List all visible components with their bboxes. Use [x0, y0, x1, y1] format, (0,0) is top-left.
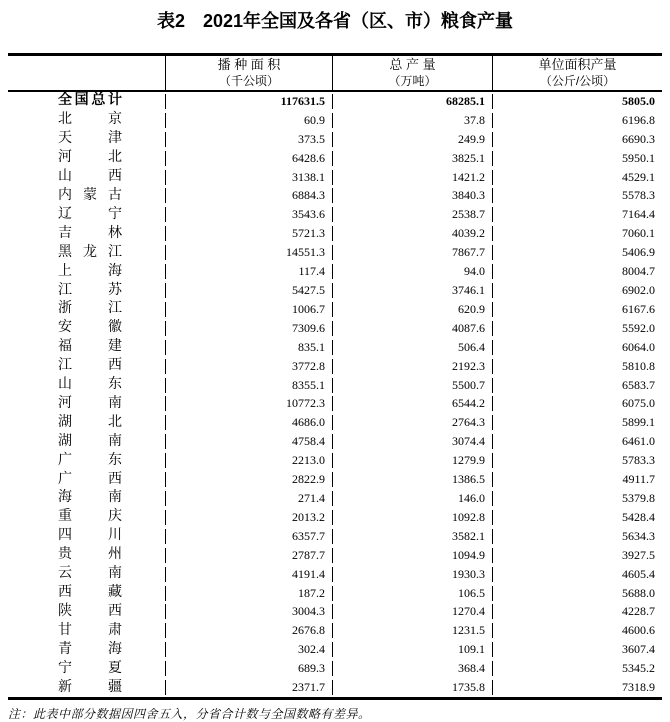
table-row — [8, 205, 662, 224]
header-label-total-output: 总 产 量 — [389, 57, 436, 73]
table-row — [8, 546, 662, 565]
sown-area-value: 3004.3 — [165, 604, 332, 619]
province-name: 内 蒙 古 — [58, 187, 122, 203]
province-name: 吉 林 — [58, 225, 122, 241]
unit-yield-value: 4529.1 — [492, 170, 662, 185]
total-output-value: 3746.1 — [332, 283, 492, 298]
sown-area-value: 6884.3 — [165, 188, 332, 203]
unit-yield-value: 5345.2 — [492, 661, 662, 676]
province-name: 上 海 — [58, 263, 122, 279]
province-name: 湖 南 — [58, 433, 122, 449]
unit-yield-value: 4228.7 — [492, 604, 662, 619]
unit-yield-value: 5428.4 — [492, 510, 662, 525]
unit-yield-value: 7318.9 — [492, 680, 662, 695]
table-row — [8, 300, 662, 319]
region-name-cell — [8, 208, 165, 222]
sown-area-value: 8355.1 — [165, 378, 332, 393]
region-name-cell — [8, 302, 165, 316]
sown-area-value: 1006.7 — [165, 302, 332, 317]
sown-area-value: 6428.6 — [165, 151, 332, 166]
total-output-value: 7867.7 — [332, 245, 492, 260]
region-name-cell — [8, 113, 165, 127]
total-output-value: 4039.2 — [332, 226, 492, 241]
unit-yield-value: 6690.3 — [492, 132, 662, 147]
province-name: 福 建 — [58, 339, 122, 355]
region-name-cell — [8, 662, 165, 676]
sown-area-value: 3543.6 — [165, 207, 332, 222]
table-row — [8, 659, 662, 678]
province-name: 山 西 — [58, 169, 122, 185]
sown-area-value: 117.4 — [165, 264, 332, 279]
province-name: 海 南 — [58, 490, 122, 506]
total-output-value: 1386.5 — [332, 472, 492, 487]
region-name-cell — [8, 435, 165, 449]
sown-area-value: 3138.1 — [165, 170, 332, 185]
table-header-row — [8, 56, 662, 92]
grain-production-table — [8, 53, 662, 700]
province-name: 陕 西 — [58, 603, 122, 619]
unit-yield-value: 4911.7 — [492, 472, 662, 487]
region-name-cell — [8, 473, 165, 487]
table-row — [8, 621, 662, 640]
sown-area-value: 373.5 — [165, 132, 332, 147]
table-row — [8, 640, 662, 659]
region-name-cell — [8, 170, 165, 184]
total-output-value: 5500.7 — [332, 378, 492, 393]
region-name-cell — [8, 151, 165, 165]
sown-area-value: 5427.5 — [165, 283, 332, 298]
province-name: 河 南 — [58, 395, 122, 411]
province-name: 辽 宁 — [58, 206, 122, 222]
unit-yield-value: 4600.6 — [492, 623, 662, 638]
unit-yield-value: 5688.0 — [492, 586, 662, 601]
unit-yield-value: 5578.3 — [492, 188, 662, 203]
table-row — [8, 395, 662, 414]
total-output-value: 2538.7 — [332, 207, 492, 222]
sown-area-value: 2371.7 — [165, 680, 332, 695]
sown-area-value: 2213.0 — [165, 453, 332, 468]
table-row — [8, 376, 662, 395]
region-name-cell — [8, 681, 165, 695]
table-row — [8, 489, 662, 508]
region-name-cell — [8, 321, 165, 335]
province-name: 宁 夏 — [58, 660, 122, 676]
province-name: 天 津 — [58, 131, 122, 147]
unit-yield-value: 6064.0 — [492, 340, 662, 355]
table-title: 表2 2021年全国及各省（区、市）粮食产量 — [156, 11, 514, 31]
total-output-value: 3582.1 — [332, 529, 492, 544]
region-name-cell — [8, 227, 165, 241]
region-name-cell — [8, 284, 165, 298]
table-row — [8, 262, 662, 281]
region-name-cell — [8, 510, 165, 524]
table-row — [8, 565, 662, 584]
table-row — [8, 357, 662, 376]
unit-yield-value: 5805.0 — [492, 94, 662, 109]
table-row — [8, 413, 662, 432]
unit-yield-value: 8004.7 — [492, 264, 662, 279]
table-row — [8, 319, 662, 338]
total-output-value: 1279.9 — [332, 453, 492, 468]
region-name-cell — [8, 548, 165, 562]
unit-yield-value: 7060.1 — [492, 226, 662, 241]
sown-area-value: 2822.9 — [165, 472, 332, 487]
sown-area-value: 2787.7 — [165, 548, 332, 563]
province-name: 全 国 总 计 — [58, 93, 122, 109]
total-output-value: 2764.3 — [332, 415, 492, 430]
unit-yield-value: 5634.3 — [492, 529, 662, 544]
unit-yield-value: 6167.6 — [492, 302, 662, 317]
unit-yield-value: 3927.5 — [492, 548, 662, 563]
total-output-value: 368.4 — [332, 661, 492, 676]
table-row — [8, 243, 662, 262]
header-cell-unit-yield — [492, 56, 662, 90]
province-name: 北 京 — [58, 112, 122, 128]
unit-yield-value: 5950.1 — [492, 151, 662, 166]
sown-area-value: 4758.4 — [165, 434, 332, 449]
region-name-cell — [8, 567, 165, 581]
unit-yield-value: 5592.0 — [492, 321, 662, 336]
unit-yield-value: 7164.4 — [492, 207, 662, 222]
total-output-value: 68285.1 — [332, 94, 492, 109]
total-output-value: 506.4 — [332, 340, 492, 355]
sown-area-value: 689.3 — [165, 661, 332, 676]
total-output-value: 37.8 — [332, 113, 492, 128]
province-name: 湖 北 — [58, 414, 122, 430]
region-name-cell — [8, 340, 165, 354]
sown-area-value: 2676.8 — [165, 623, 332, 638]
total-output-value: 4087.6 — [332, 321, 492, 336]
table-row — [8, 527, 662, 546]
sown-area-value: 14551.3 — [165, 245, 332, 260]
region-name-cell — [8, 624, 165, 638]
table-row — [8, 281, 662, 300]
unit-yield-value: 4605.4 — [492, 567, 662, 582]
unit-yield-value: 3607.4 — [492, 642, 662, 657]
sown-area-value: 2013.2 — [165, 510, 332, 525]
table-row — [8, 111, 662, 130]
region-name-cell — [8, 605, 165, 619]
table-row — [8, 602, 662, 621]
table-row — [8, 678, 662, 697]
total-output-value: 249.9 — [332, 132, 492, 147]
unit-yield-value: 5810.8 — [492, 359, 662, 374]
region-name-cell — [8, 132, 165, 146]
region-name-cell — [8, 189, 165, 203]
unit-yield-value: 5899.1 — [492, 415, 662, 430]
total-output-value: 3825.1 — [332, 151, 492, 166]
sown-area-value: 4686.0 — [165, 415, 332, 430]
table-row — [8, 224, 662, 243]
total-output-value: 109.1 — [332, 642, 492, 657]
table-row — [8, 130, 662, 149]
unit-yield-value: 6461.0 — [492, 434, 662, 449]
unit-yield-value: 6196.8 — [492, 113, 662, 128]
region-name-cell — [8, 397, 165, 411]
province-name: 河 北 — [58, 150, 122, 166]
province-name: 青 海 — [58, 641, 122, 657]
total-output-value: 106.5 — [332, 586, 492, 601]
unit-yield-value: 6583.7 — [492, 378, 662, 393]
province-name: 山 东 — [58, 377, 122, 393]
header-cell-sown-area — [165, 56, 332, 90]
total-output-value: 3840.3 — [332, 188, 492, 203]
table-row — [8, 584, 662, 603]
province-name: 安 徽 — [58, 320, 122, 336]
total-output-value: 1421.2 — [332, 170, 492, 185]
region-name-cell — [8, 491, 165, 505]
region-name-cell — [8, 529, 165, 543]
region-name-cell — [8, 378, 165, 392]
province-name: 江 苏 — [58, 282, 122, 298]
sown-area-value: 117631.5 — [165, 94, 332, 109]
region-name-cell — [8, 416, 165, 430]
province-name: 四 川 — [58, 528, 122, 544]
header-cell-region — [8, 56, 165, 90]
region-name-cell — [8, 454, 165, 468]
unit-yield-value: 5406.9 — [492, 245, 662, 260]
table-row — [8, 432, 662, 451]
unit-yield-value: 6075.0 — [492, 396, 662, 411]
table-row — [8, 451, 662, 470]
sown-area-value: 60.9 — [165, 113, 332, 128]
header-unit-sown-area: （千公顷） — [218, 73, 279, 88]
sown-area-value: 187.2 — [165, 586, 332, 601]
header-label-unit-yield: 单位面积产量 — [538, 57, 617, 73]
table-row — [8, 470, 662, 489]
unit-yield-value: 6902.0 — [492, 283, 662, 298]
sown-area-value: 6357.7 — [165, 529, 332, 544]
province-name: 黑 龙 江 — [58, 244, 122, 260]
province-name: 贵 州 — [58, 547, 122, 563]
total-output-value: 94.0 — [332, 264, 492, 279]
region-name-cell — [8, 265, 165, 279]
sown-area-value: 10772.3 — [165, 396, 332, 411]
total-output-value: 1094.9 — [332, 548, 492, 563]
region-name-cell — [8, 246, 165, 260]
header-cell-total-output — [332, 56, 492, 90]
unit-yield-value: 5783.3 — [492, 453, 662, 468]
province-name: 云 南 — [58, 566, 122, 582]
table-row — [8, 338, 662, 357]
table-row — [8, 187, 662, 206]
region-name-cell — [8, 643, 165, 657]
total-output-value: 620.9 — [332, 302, 492, 317]
sown-area-value: 3772.8 — [165, 359, 332, 374]
region-name-cell — [8, 94, 165, 108]
total-output-value: 1735.8 — [332, 680, 492, 695]
sown-area-value: 835.1 — [165, 340, 332, 355]
province-name: 重 庆 — [58, 509, 122, 525]
total-output-value: 1092.8 — [332, 510, 492, 525]
sown-area-value: 302.4 — [165, 642, 332, 657]
province-name: 广 东 — [58, 452, 122, 468]
sown-area-value: 5721.3 — [165, 226, 332, 241]
province-name: 广 西 — [58, 471, 122, 487]
table-row — [8, 149, 662, 168]
province-name: 江 西 — [58, 358, 122, 374]
total-output-value: 1270.4 — [332, 604, 492, 619]
header-unit-unit-yield: （公斤/公顷） — [539, 73, 616, 88]
table-row — [8, 92, 662, 111]
region-name-cell — [8, 359, 165, 373]
total-output-value: 1231.5 — [332, 623, 492, 638]
total-output-value: 2192.3 — [332, 359, 492, 374]
header-unit-total-output: （万吨） — [388, 73, 437, 88]
province-name: 甘 肃 — [58, 622, 122, 638]
header-label-sown-area: 播 种 面 积 — [217, 57, 281, 73]
table-body — [8, 92, 662, 697]
province-name: 新 疆 — [58, 679, 122, 695]
unit-yield-value: 5379.8 — [492, 491, 662, 506]
province-name: 西 藏 — [58, 585, 122, 601]
total-output-value: 1930.3 — [332, 567, 492, 582]
sown-area-value: 271.4 — [165, 491, 332, 506]
table-row — [8, 508, 662, 527]
sown-area-value: 4191.4 — [165, 567, 332, 582]
province-name: 浙 江 — [58, 301, 122, 317]
total-output-value: 6544.2 — [332, 396, 492, 411]
footnote: 注：此表中部分数据因四舍五入，分省合计数与全国数略有差异。 — [8, 707, 371, 721]
table-row — [8, 168, 662, 187]
total-output-value: 146.0 — [332, 491, 492, 506]
total-output-value: 3074.4 — [332, 434, 492, 449]
sown-area-value: 7309.6 — [165, 321, 332, 336]
region-name-cell — [8, 586, 165, 600]
